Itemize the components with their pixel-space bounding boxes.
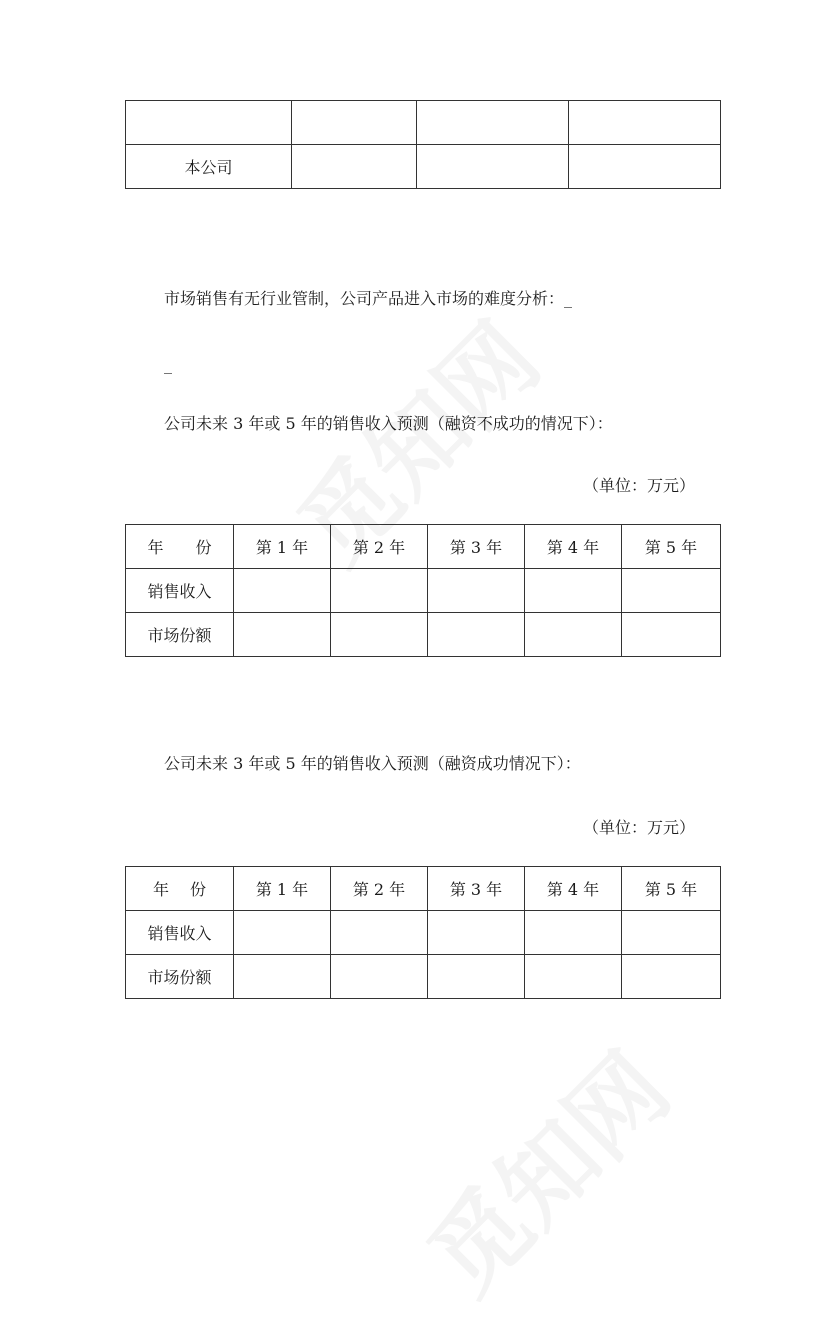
watermark-bottom — [394, 1018, 695, 1319]
table-cell — [525, 955, 622, 999]
forecast-fail-table — [125, 524, 721, 657]
forecast-success-heading: 公司未来 3 年或 5 年的销售收入预测（融资成功情况下）： — [164, 754, 581, 773]
forecast-fail-unit: （单位：万元） — [582, 476, 695, 495]
forecast-success-table — [125, 866, 721, 999]
table-cell — [417, 145, 569, 189]
table-cell — [331, 955, 428, 999]
row-label-share: 市场份额 — [126, 613, 234, 657]
table-cell — [417, 101, 569, 145]
forecast-success-unit: （单位：万元） — [582, 818, 695, 837]
header-year: 年 份 — [126, 867, 234, 911]
table-cell — [292, 101, 417, 145]
table-cell — [234, 569, 331, 613]
table-cell — [569, 101, 721, 145]
table-cell — [622, 911, 721, 955]
table-cell — [525, 613, 622, 657]
table-cell — [331, 613, 428, 657]
table-cell — [292, 145, 417, 189]
table-cell — [622, 613, 721, 657]
table-cell — [525, 569, 622, 613]
table-cell — [234, 955, 331, 999]
header-year-4: 第 4 年 — [525, 525, 622, 569]
table-cell — [234, 613, 331, 657]
company-label-cell: 本公司 — [126, 145, 292, 189]
header-year-3: 第 3 年 — [428, 867, 525, 911]
row-label-share: 市场份额 — [126, 955, 234, 999]
header-year-2: 第 2 年 — [331, 867, 428, 911]
header-year-5: 第 5 年 — [622, 867, 721, 911]
table-cell — [622, 569, 721, 613]
table-cell — [428, 955, 525, 999]
header-year: 年 份 — [126, 525, 234, 569]
table-cell — [428, 911, 525, 955]
table-cell — [234, 911, 331, 955]
table-cell — [331, 569, 428, 613]
table-cell — [428, 569, 525, 613]
header-year-1: 第 1 年 — [234, 525, 331, 569]
table-cell — [428, 613, 525, 657]
table-cell — [622, 955, 721, 999]
market-question: 市场销售有无行业管制，公司产品进入市场的难度分析：_ — [164, 289, 573, 308]
header-year-2: 第 2 年 — [331, 525, 428, 569]
top-table — [125, 100, 721, 189]
header-year-3: 第 3 年 — [428, 525, 525, 569]
table-cell — [569, 145, 721, 189]
forecast-fail-heading: 公司未来 3 年或 5 年的销售收入预测（融资不成功的情况下）： — [164, 414, 613, 433]
table-cell — [126, 101, 292, 145]
table-cell — [525, 911, 622, 955]
header-year-4: 第 4 年 — [525, 867, 622, 911]
header-year-1: 第 1 年 — [234, 867, 331, 911]
row-label-sales: 销售收入 — [126, 911, 234, 955]
table-cell — [331, 911, 428, 955]
row-label-sales: 销售收入 — [126, 569, 234, 613]
header-year-5: 第 5 年 — [622, 525, 721, 569]
answer-line: _ — [164, 355, 172, 374]
